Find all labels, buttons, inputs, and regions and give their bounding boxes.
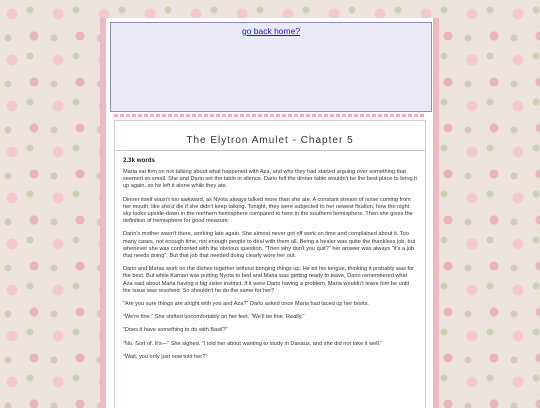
content-frame xyxy=(100,18,439,408)
story-paragraph: “Are you sure things are alright with you and Aza?” Dario asked once Maria had laced up her boots. xyxy=(123,301,369,308)
story-paragraph: Dario's mother wasn't there, working late again. She almost never got off work on time and complained about it. Too many cases, not enough time, not enough people to deal with them all. Being a healer was quite the thankless job, but whenever she was confronted with the obvious question, "Then why don't you quit?" her answer was always "it's a job that needs doing". But that job that needed doing clearly wore her out. xyxy=(123,231,416,260)
story-paragraph: “Wait, you only just now told her?” xyxy=(123,353,208,360)
chapter-title: The Elytron Amulet - Chapter 5 xyxy=(115,135,425,151)
story-paragraph: “We're fine.” She shifted uncomfortably on her feet. “We'll be fine. Really.” xyxy=(123,314,305,321)
story-paragraph: “Does it have something to do with Basil?” xyxy=(123,327,228,334)
story-panel xyxy=(114,120,426,408)
story-paragraph: “No. Sort of. It's—” She sighed. “I told her about wanting to study in Danaus, and she did not take it well.” xyxy=(123,340,383,347)
story-paragraph: Dario and Maras work on the dishes together without bringing things up. He bit his tongue, thinking it probably was for the best. But while Kamari was putting Nyota to bed and Maria was getting ready to leave, Dario remembered what Aza said about Maria having a big sister instinct. If it were Dario having a problem, Maria wouldn't leave him be until the issue was resolved. So shouldn't he do the same for her? xyxy=(123,266,415,294)
header-panel xyxy=(110,22,432,112)
story-paragraph: Maria sat firm on not talking about what happened with Aza, and why they had started arguing over something that seemed so small. She and Dario set the table in silence. Dario felt the dinner table wouldn't be the best place to bring it up again, so he left it alone while they ate. xyxy=(123,169,417,190)
story-paragraph: Dinner itself wasn't too awkward, as Nyota always talked more than she ate. A constant stream of noise coming from her mouth, like she'd die if she didn't keep talking. Tonight, they were subjected to her newest fixation, how the night sky looks upside-down in the northern hemisphere compared to here in the southern hemisphere. Then she gives the definition of hemisphere for good measure. xyxy=(123,196,413,225)
lace-divider xyxy=(114,114,425,117)
go-back-home-link[interactable]: go back home? xyxy=(241,26,301,36)
word-count: 2.3k words xyxy=(123,157,155,164)
